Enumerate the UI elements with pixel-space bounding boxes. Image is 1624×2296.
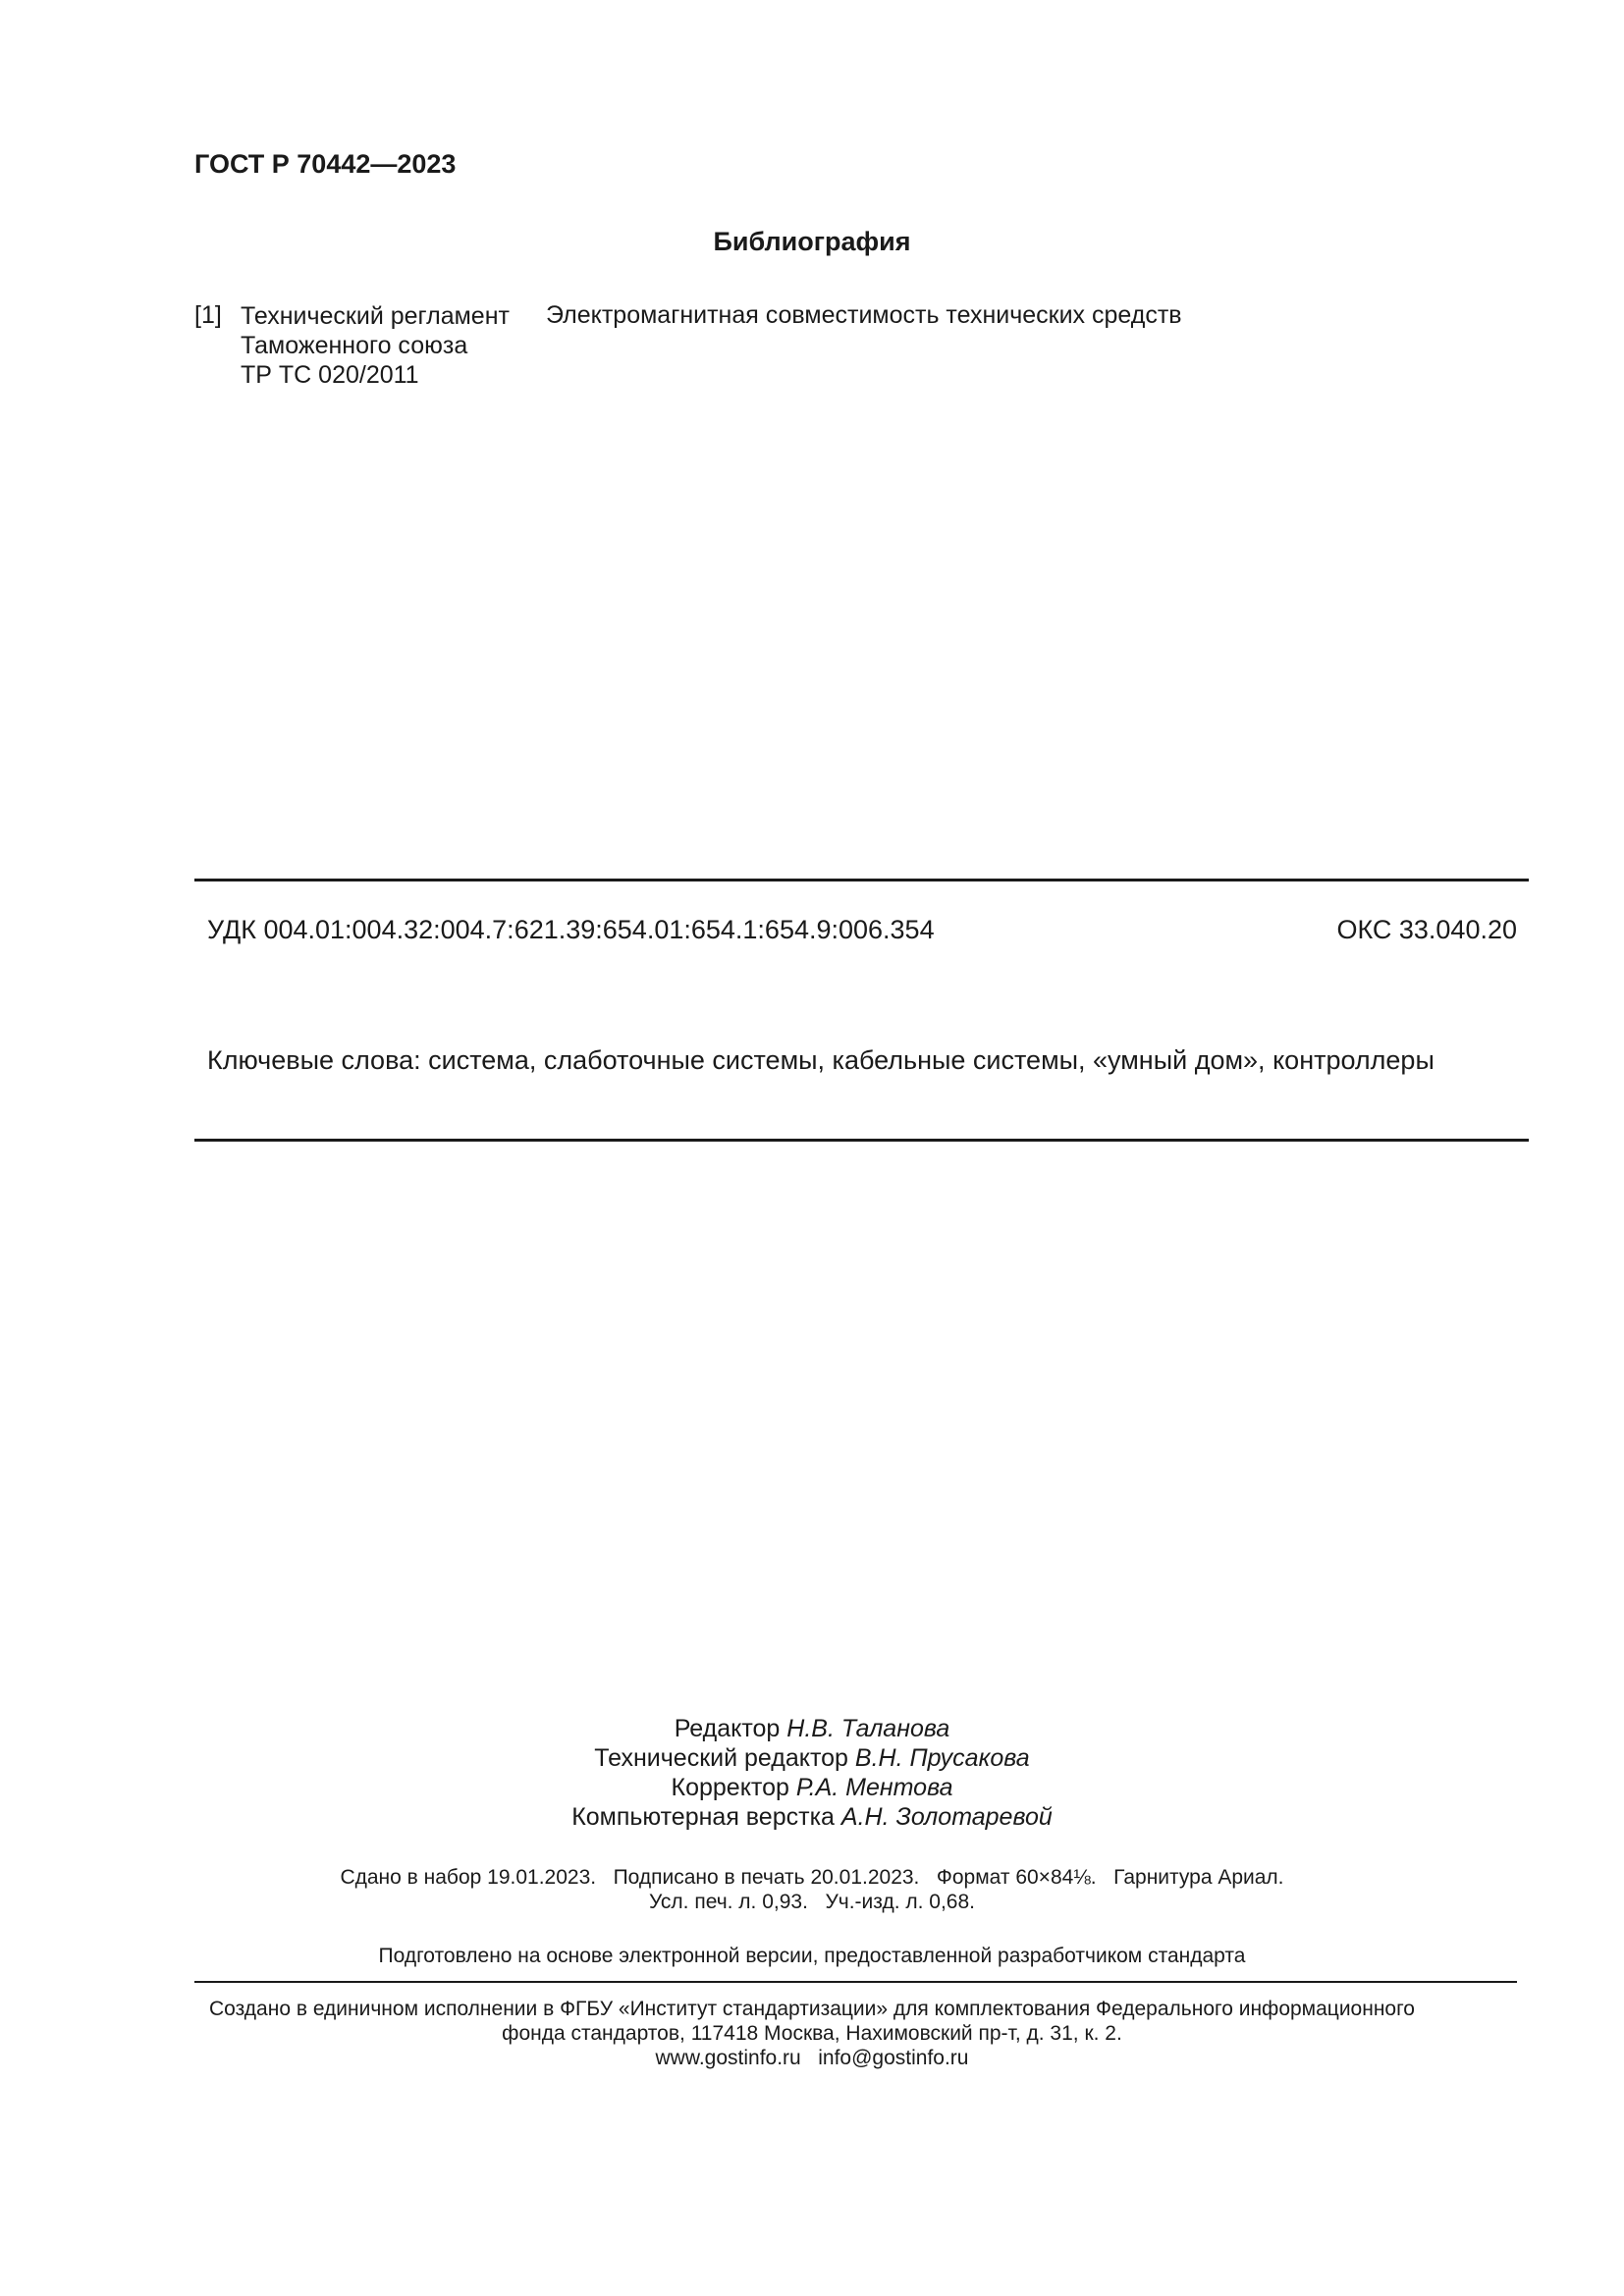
print-info-line: Сдано в набор 19.01.2023. Подписано в печать 20.01.2023. Формат 60×84⅛. Гарнитура Ариал.: [340, 1866, 1284, 1889]
reference-source: [241, 301, 510, 390]
oks-code: ОКС 33.040.20: [1336, 915, 1517, 944]
divider-bottom: [194, 1139, 1529, 1142]
website-link[interactable]: www.gostinfo.ru: [655, 2047, 801, 2069]
document-code: ГОСТ Р 70442—2023: [194, 149, 457, 179]
bibliography-title: Библиография: [713, 227, 911, 256]
reference-source-line: Технический регламент: [241, 302, 510, 330]
print-info: [0, 1865, 1624, 1914]
divider-top: [194, 879, 1529, 881]
footer-line: фонда стандартов, 117418 Москва, Нахимовский пр-т, д. 31, к. 2.: [502, 2022, 1122, 2045]
udc-code: УДК 004.01:004.32:004.7:621.39:654.01:654.1:654.9:006.354: [207, 915, 935, 944]
credit-layout: Компьютерная верстка А.Н. Золотаревой: [571, 1803, 1053, 1831]
reference-source-line: ТР ТС 020/2011: [241, 361, 419, 389]
credit-editor: Редактор Н.В. Таланова: [674, 1715, 950, 1742]
divider-footer: [194, 1981, 1517, 1983]
credit-technical-editor: Технический редактор В.Н. Прусакова: [594, 1744, 1030, 1772]
reference-source-line: Таможенного союза: [241, 332, 468, 359]
email-link[interactable]: info@gostinfo.ru: [818, 2047, 969, 2069]
reference-number: [1]: [194, 301, 222, 329]
reference-description: Электромагнитная совместимость технических средств: [546, 301, 1182, 329]
credits-block: [0, 1714, 1624, 1832]
footer-line: Создано в единичном исполнении в ФГБУ «Институт стандартизации» для комплектования Федерального информационного: [209, 1998, 1415, 2020]
print-info-line: Усл. печ. л. 0,93. Уч.-изд. л. 0,68.: [648, 1891, 975, 1913]
prepared-note: Подготовлено на основе электронной версии, предоставленной разработчиком стандарта: [378, 1945, 1246, 1967]
footer-contacts: [0, 2046, 1624, 2070]
keywords: Ключевые слова: система, слаботочные системы, кабельные системы, «умный дом», контроллеры: [207, 1045, 1435, 1075]
credit-corrector: Корректор Р.А. Ментова: [671, 1774, 953, 1801]
publisher-footer: [0, 1997, 1624, 2070]
